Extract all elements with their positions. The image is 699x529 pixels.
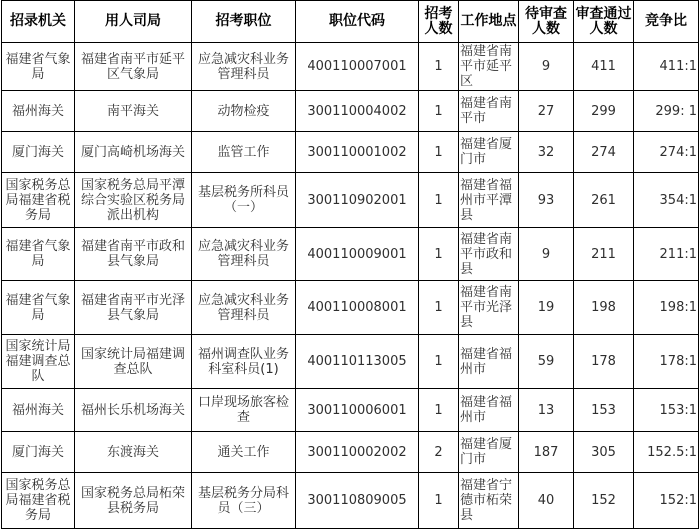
cell-location: 福建省福州市 bbox=[459, 389, 519, 432]
cell-hires: 1 bbox=[419, 389, 459, 432]
cell-location: 福建省宁德市柘荣县 bbox=[459, 473, 519, 529]
table-row bbox=[2, 43, 699, 91]
table-row bbox=[2, 132, 699, 173]
cell-agency: 福建省气象局 bbox=[2, 43, 75, 91]
cell-hires: 1 bbox=[419, 173, 459, 228]
cell-employer: 南平海关 bbox=[75, 91, 192, 132]
cell-employer: 国家税务总局平潭综合实验区税务局派出机构 bbox=[75, 173, 192, 228]
recruitment-table bbox=[1, 0, 699, 529]
cell-employer: 福州长乐机场海关 bbox=[75, 389, 192, 432]
cell-employer: 福建省南平市政和县气象局 bbox=[75, 228, 192, 281]
cell-position: 口岸现场旅客检查 bbox=[192, 389, 296, 432]
table-row bbox=[2, 389, 699, 432]
cell-ratio: 299: 1 bbox=[634, 91, 699, 132]
cell-passed: 411 bbox=[574, 43, 634, 91]
cell-agency: 国家统计局福建调查总队 bbox=[2, 335, 75, 389]
cell-ratio: 211:1 bbox=[634, 228, 699, 281]
header-position: 招考职位 bbox=[192, 1, 296, 43]
header-location: 工作地点 bbox=[459, 1, 519, 43]
cell-code: 300110002002 bbox=[296, 432, 419, 473]
cell-location: 福建省南平市 bbox=[459, 91, 519, 132]
cell-code: 400110008001 bbox=[296, 281, 419, 335]
cell-position: 监管工作 bbox=[192, 132, 296, 173]
table-row bbox=[2, 173, 699, 228]
cell-ratio: 178:1 bbox=[634, 335, 699, 389]
cell-code: 300110809005 bbox=[296, 473, 419, 529]
cell-location: 福建省福州市平潭县 bbox=[459, 173, 519, 228]
table-row bbox=[2, 432, 699, 473]
header-agency: 招录机关 bbox=[2, 1, 75, 43]
cell-pending: 13 bbox=[519, 389, 574, 432]
cell-passed: 178 bbox=[574, 335, 634, 389]
cell-hires: 1 bbox=[419, 91, 459, 132]
cell-passed: 153 bbox=[574, 389, 634, 432]
cell-location: 福建省南平市光泽县 bbox=[459, 281, 519, 335]
cell-location: 福建省南平市政和县 bbox=[459, 228, 519, 281]
cell-code: 300110006001 bbox=[296, 389, 419, 432]
cell-agency: 福建省气象局 bbox=[2, 228, 75, 281]
cell-position: 应急减灾科业务管理科员 bbox=[192, 281, 296, 335]
cell-agency: 国家税务总局福建省税务局 bbox=[2, 173, 75, 228]
table-row bbox=[2, 335, 699, 389]
cell-code: 400110007001 bbox=[296, 43, 419, 91]
cell-position: 通关工作 bbox=[192, 432, 296, 473]
cell-passed: 261 bbox=[574, 173, 634, 228]
cell-code: 400110113005 bbox=[296, 335, 419, 389]
header-ratio: 竞争比 bbox=[634, 1, 699, 43]
cell-position: 应急减灾科业务管理科员 bbox=[192, 228, 296, 281]
cell-hires: 1 bbox=[419, 132, 459, 173]
cell-position: 基层税务分局科员（三） bbox=[192, 473, 296, 529]
cell-agency: 厦门海关 bbox=[2, 132, 75, 173]
cell-pending: 32 bbox=[519, 132, 574, 173]
cell-employer: 国家统计局福建调查总队 bbox=[75, 335, 192, 389]
cell-agency: 福州海关 bbox=[2, 91, 75, 132]
cell-pending: 27 bbox=[519, 91, 574, 132]
cell-pending: 9 bbox=[519, 228, 574, 281]
cell-hires: 1 bbox=[419, 335, 459, 389]
table-row bbox=[2, 91, 699, 132]
table-row bbox=[2, 228, 699, 281]
cell-hires: 1 bbox=[419, 43, 459, 91]
cell-position: 动物检疫 bbox=[192, 91, 296, 132]
cell-ratio: 411:1 bbox=[634, 43, 699, 91]
table-row bbox=[2, 281, 699, 335]
cell-employer: 东渡海关 bbox=[75, 432, 192, 473]
cell-ratio: 198:1 bbox=[634, 281, 699, 335]
cell-passed: 211 bbox=[574, 228, 634, 281]
cell-passed: 299 bbox=[574, 91, 634, 132]
cell-location: 福建省厦门市 bbox=[459, 132, 519, 173]
cell-ratio: 152.5:1 bbox=[634, 432, 699, 473]
cell-hires: 2 bbox=[419, 432, 459, 473]
cell-pending: 187 bbox=[519, 432, 574, 473]
header-row bbox=[2, 1, 699, 43]
cell-position: 福州调查队业务科室科员(1) bbox=[192, 335, 296, 389]
cell-ratio: 152:1 bbox=[634, 473, 699, 529]
cell-code: 300110902001 bbox=[296, 173, 419, 228]
cell-code: 300110001002 bbox=[296, 132, 419, 173]
cell-agency: 福建省气象局 bbox=[2, 281, 75, 335]
cell-position: 应急减灾科业务管理科员 bbox=[192, 43, 296, 91]
cell-passed: 274 bbox=[574, 132, 634, 173]
cell-pending: 19 bbox=[519, 281, 574, 335]
cell-ratio: 354:1 bbox=[634, 173, 699, 228]
cell-code: 300110004002 bbox=[296, 91, 419, 132]
cell-hires: 1 bbox=[419, 228, 459, 281]
cell-hires: 1 bbox=[419, 473, 459, 529]
cell-position: 基层税务所科员（一） bbox=[192, 173, 296, 228]
cell-pending: 9 bbox=[519, 43, 574, 91]
cell-employer: 福建省南平市延平区气象局 bbox=[75, 43, 192, 91]
cell-passed: 198 bbox=[574, 281, 634, 335]
cell-ratio: 153:1 bbox=[634, 389, 699, 432]
cell-hires: 1 bbox=[419, 281, 459, 335]
cell-pending: 93 bbox=[519, 173, 574, 228]
cell-employer: 厦门高崎机场海关 bbox=[75, 132, 192, 173]
cell-employer: 国家税务总局柘荣县税务局 bbox=[75, 473, 192, 529]
header-hires: 招考人数 bbox=[419, 1, 459, 43]
cell-agency: 福州海关 bbox=[2, 389, 75, 432]
cell-code: 400110009001 bbox=[296, 228, 419, 281]
header-passed: 审查通过人数 bbox=[574, 1, 634, 43]
header-code: 职位代码 bbox=[296, 1, 419, 43]
cell-agency: 厦门海关 bbox=[2, 432, 75, 473]
header-pending: 待审查人数 bbox=[519, 1, 574, 43]
cell-passed: 305 bbox=[574, 432, 634, 473]
cell-passed: 152 bbox=[574, 473, 634, 529]
cell-ratio: 274:1 bbox=[634, 132, 699, 173]
header-employer: 用人司局 bbox=[75, 1, 192, 43]
cell-location: 福建省福州市 bbox=[459, 335, 519, 389]
cell-location: 福建省厦门市 bbox=[459, 432, 519, 473]
cell-agency: 国家税务总局福建省税务局 bbox=[2, 473, 75, 529]
table-row bbox=[2, 473, 699, 529]
cell-location: 福建省南平市延平区 bbox=[459, 43, 519, 91]
cell-pending: 59 bbox=[519, 335, 574, 389]
cell-pending: 40 bbox=[519, 473, 574, 529]
cell-employer: 福建省南平市光泽县气象局 bbox=[75, 281, 192, 335]
